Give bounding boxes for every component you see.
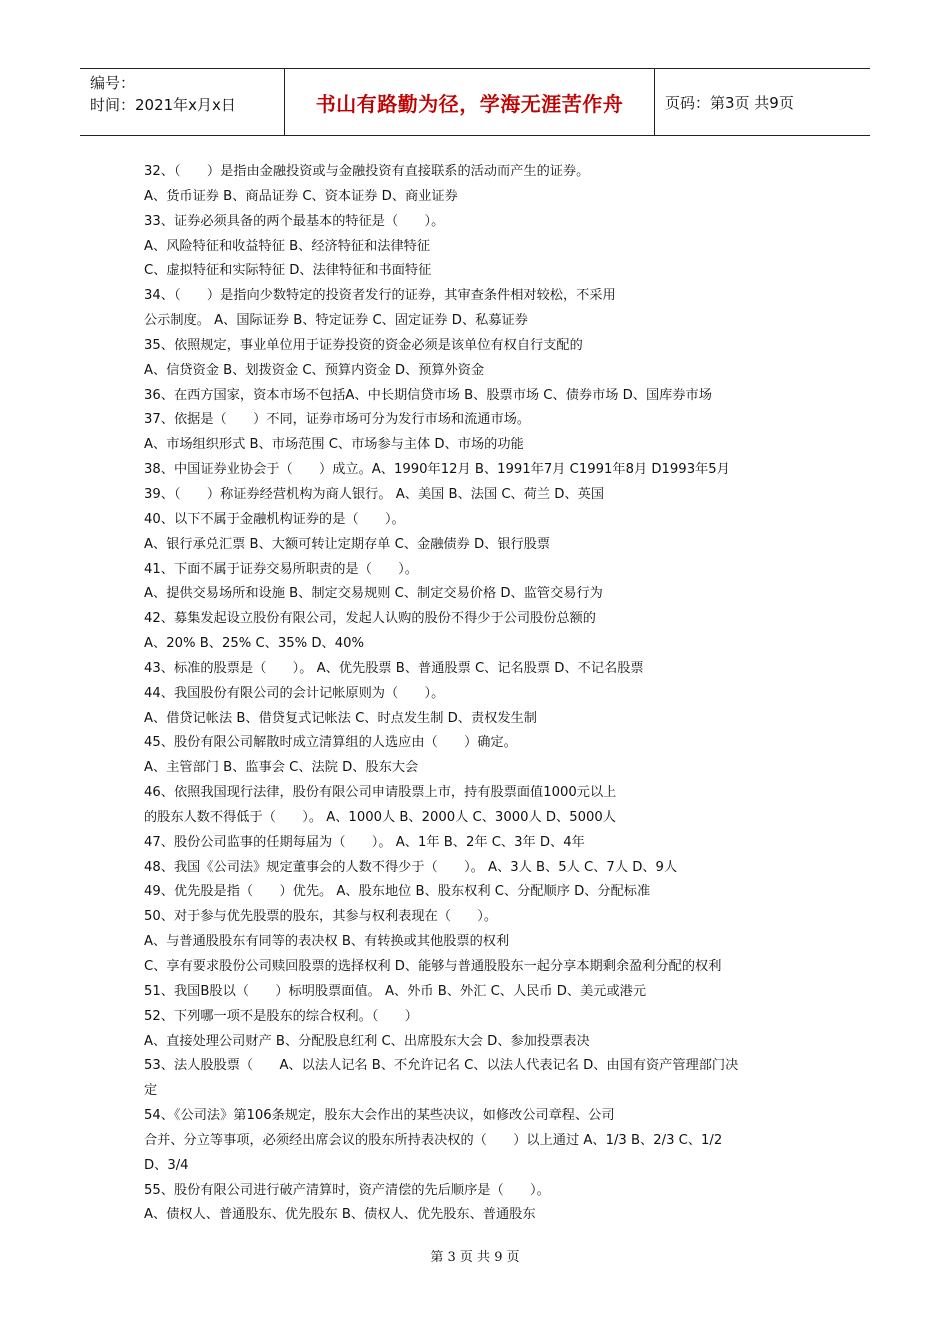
page-number-label: 页码：第3页 共9页 xyxy=(665,93,794,112)
question-list xyxy=(144,160,814,1228)
question-line: 44、我国股份有限公司的会计记帐原则为（ ）。 xyxy=(144,685,445,701)
question-line: 41、下面不属于证券交易所职责的是（ ）。 xyxy=(144,561,418,577)
question-line: A、借贷记帐法 B、借贷复式记帐法 C、时点发生制 D、责权发生制 xyxy=(144,710,537,726)
question-line: 42、募集发起设立股份有限公司，发起人认购的股份不得少于公司股份总额的 xyxy=(144,611,596,627)
question-line: A、市场组织形式 B、市场范围 C、市场参与主体 D、市场的功能 xyxy=(144,437,524,453)
question-line: C、享有要求股份公司赎回股票的选择权利 D、能够与普通股股东一起分享本期剩余盈利分配的权利 xyxy=(144,959,722,974)
question-line: 48、我国《公司法》规定董事会的人数不得少于（ ）。 A、3人 B、5人 C、7人 D、9人 xyxy=(144,859,678,875)
header-page-cell xyxy=(655,69,870,135)
question-line: 54、《公司法》第106条规定，股东大会作出的某些决议，如修改公司章程、公司 xyxy=(144,1108,615,1124)
question-line: 合并、分立等事项，必须经出席会议的股东所持表决权的（ ）以上通过 A、1/3 B、2/3 C、1/2 xyxy=(144,1132,723,1148)
question-line: 公示制度。 A、国际证券 B、特定证券 C、固定证券 D、私募证券 xyxy=(144,313,528,329)
header-motto-cell xyxy=(284,69,655,135)
question-line: 51、我国B股以（ ）标明股票面值。 A、外币 B、外汇 C、人民币 D、美元或港元 xyxy=(144,983,647,999)
question-line: A、提供交易场所和设施 B、制定交易规则 C、制定交易价格 D、监管交易行为 xyxy=(144,586,603,602)
question-line: 43、标准的股票是（ ）。 A、优先股票 B、普通股票 C、记名股票 D、不记名股票 xyxy=(144,660,644,676)
question-line: 52、下列哪一项不是股东的综合权利。（ ） xyxy=(144,1008,418,1024)
question-line: D、3/4 xyxy=(144,1157,189,1173)
question-line: 39、（ ）称证券经营机构为商人银行。 A、美国 B、法国 C、荷兰 D、英国 xyxy=(144,486,605,502)
question-line: 55、股份有限公司进行破产清算时，资产清偿的先后顺序是（ ）。 xyxy=(144,1182,550,1198)
question-line: A、银行承兑汇票 B、大额可转让定期存单 C、金融债券 D、银行股票 xyxy=(144,536,551,552)
question-line: 50、对于参与优先股票的股东，其参与权利表现在（ ）。 xyxy=(144,909,498,925)
serial-label: 编号： xyxy=(90,74,136,92)
question-line: 33、证券必须具备的两个最基本的特征是（ ）。 xyxy=(144,213,445,229)
question-line: A、风险特征和收益特征 B、经济特征和法律特征 xyxy=(144,238,431,254)
question-line: 49、优先股是指（ ）优先。 A、股东地位 B、股东权利 C、分配顺序 D、分配标准 xyxy=(144,884,651,900)
question-line: 34、（ ）是指向少数特定的投资者发行的证券，其审查条件相对较松，不采用 xyxy=(144,288,616,304)
question-line: A、货币证券 B、商品证券 C、资本证券 D、商业证券 xyxy=(144,188,458,204)
question-line: 46、依照我国现行法律，股份有限公司申请股票上市，持有股票面值1000元以上 xyxy=(144,785,617,801)
header-info-cell xyxy=(80,69,284,135)
question-line: 定 xyxy=(144,1083,158,1099)
question-line: 35、依照规定，事业单位用于证券投资的资金必须是该单位有权自行支配的 xyxy=(144,337,583,353)
page-header xyxy=(80,68,870,136)
question-line: A、直接处理公司财产 B、分配股息红利 C、出席股东大会 D、参加投票表决 xyxy=(144,1033,590,1049)
question-line: 32、（ ）是指由金融投资或与金融投资有直接联系的活动而产生的证券。 xyxy=(144,164,590,179)
question-line: 的股东人数不得低于（ ）。 A、1000人 B、2000人 C、3000人 D、5000人 xyxy=(144,809,616,825)
question-line: A、与普通股股东有同等的表决权 B、有转换或其他股票的权利 xyxy=(144,934,510,950)
question-line: A、信贷资金 B、划拨资金 C、预算内资金 D、预算外资金 xyxy=(144,362,485,378)
question-line: C、虚拟特征和实际特征 D、法律特征和书面特征 xyxy=(144,263,432,279)
motto-text: 书山有路勤为径，学海无涯苦作舟 xyxy=(315,91,624,116)
question-line: 53、法人股股票（ A、以法人记名 B、不允许记名 C、以法人代表记名 D、由国有资产管理部门决 xyxy=(144,1058,739,1074)
question-line: A、主管部门 B、监事会 C、法院 D、股东大会 xyxy=(144,760,419,776)
question-line: 47、股份公司监事的任期每届为（ ）。 A、1年 B、2年 C、3年 D、4年 xyxy=(144,834,585,850)
question-line: A、20% B、25% C、35% D、40% xyxy=(144,636,365,652)
question-line: 38、中国证券业协会于（ ）成立。A、1990年12月 B、1991年7月 C1991年8月 D1993年5月 xyxy=(144,462,730,478)
question-line: A、债权人、普通股东、优先股东 B、债权人、优先股东、普通股东 xyxy=(144,1207,536,1223)
question-line: 40、以下不属于金融机构证券的是（ ）。 xyxy=(144,511,405,527)
time-label: 时间：2021年x月x日 xyxy=(90,96,236,114)
question-line: 36、在西方国家，资本市场不包括A、中长期信贷市场 B、股票市场 C、债券市场 D、国库券市场 xyxy=(144,387,712,403)
page-footer: 第 3 页 共 9 页 xyxy=(430,1250,520,1265)
question-line: 45、股份有限公司解散时成立清算组的人选应由（ ）确定。 xyxy=(144,735,517,751)
question-line: 37、依据是（ ）不同，证券市场可分为发行市场和流通市场。 xyxy=(144,412,531,428)
